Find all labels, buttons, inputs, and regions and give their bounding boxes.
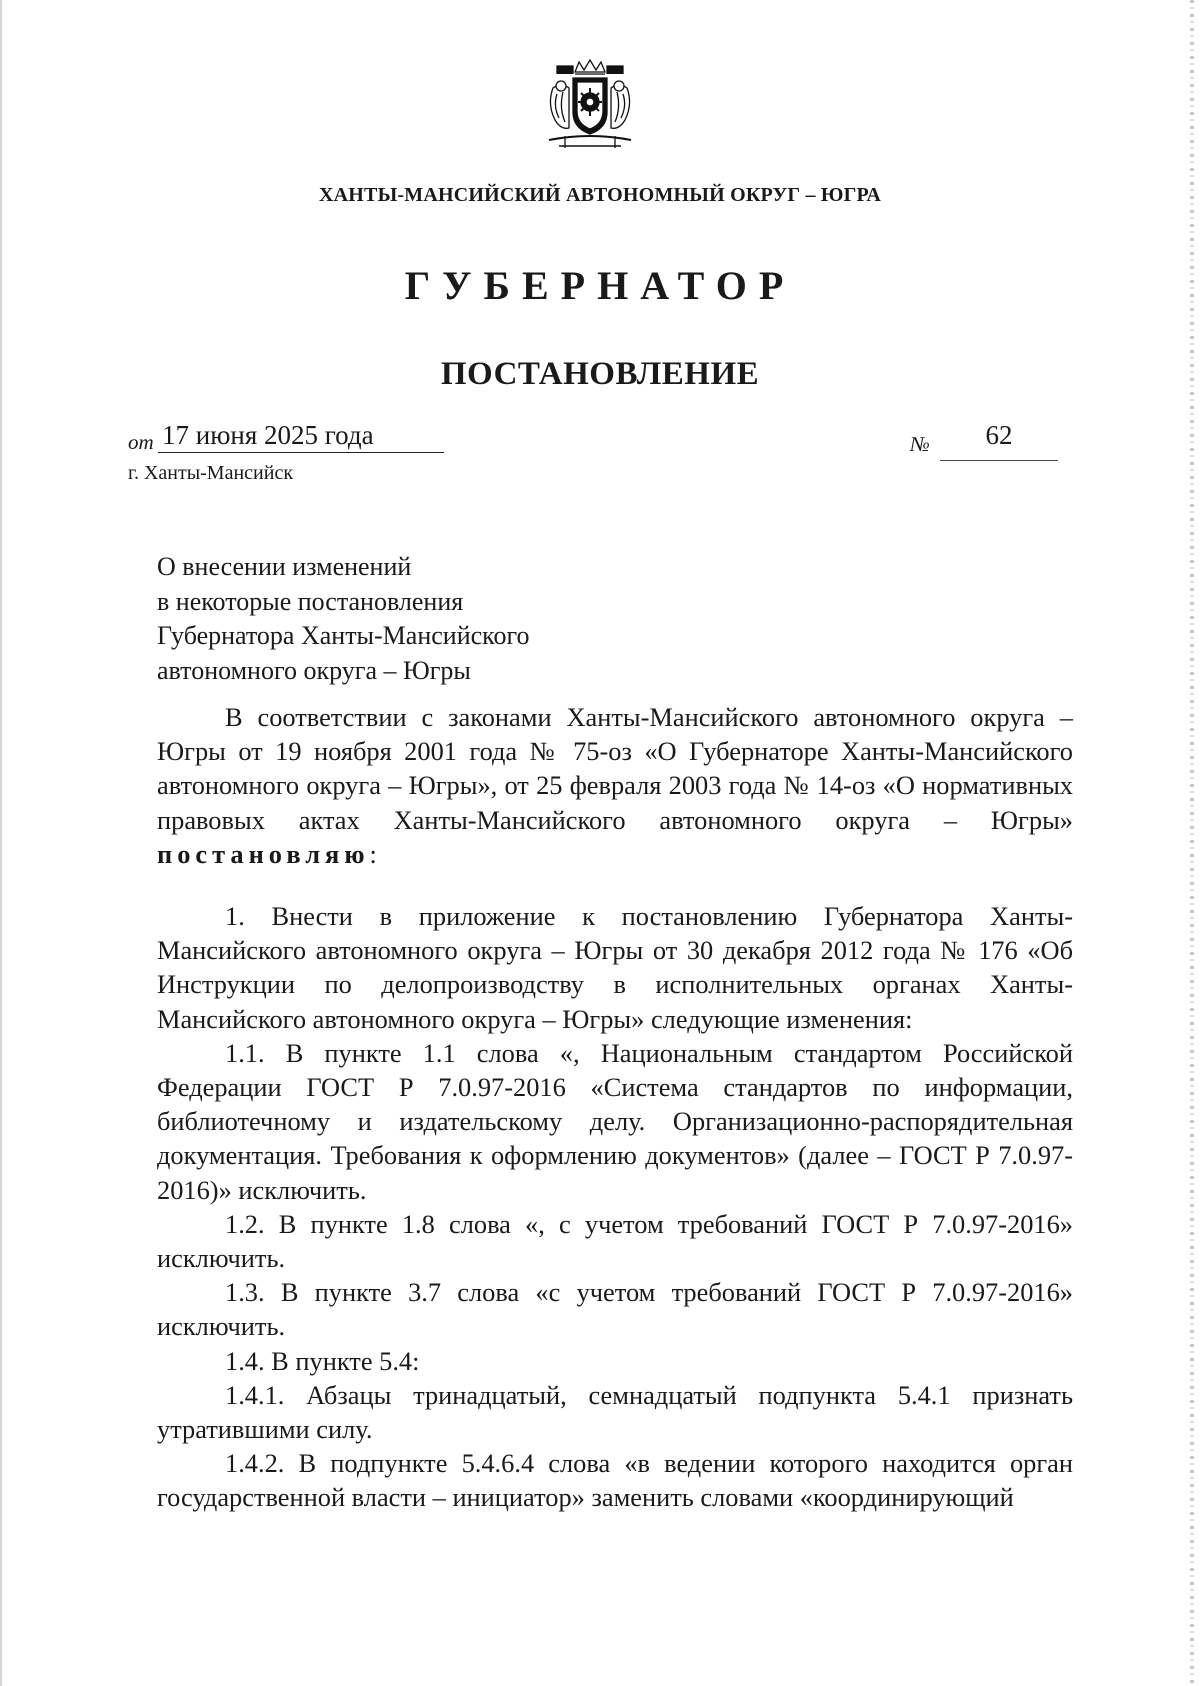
item-paragraph: 1.3. В пункте 3.7 слова «с учетом требований ГОСТ Р 7.0.97-2016» исключить.: [157, 1277, 1073, 1342]
item-paragraph: 1.1. В пункте 1.1 слова «, Национальным стандартом Российской Федерации ГОСТ Р 7.0.97-2016 «Система стандартов по информации, библиотечному и издательскому делу. Организационно-распорядительная документация. Требования к оформлению документов» (далее – ГОСТ Р 7.0.97-2016)» исключить.: [157, 1037, 1073, 1205]
date-label: от: [128, 430, 154, 454]
number-label: №: [910, 432, 930, 456]
subject-line: Губернатора Ханты-Мансийского: [157, 621, 530, 650]
city-line: г. Ханты-Мансийск: [128, 462, 294, 484]
item-paragraph: 1.2. В пункте 1.8 слова «, с учетом требований ГОСТ Р 7.0.97-2016» исключить.: [157, 1208, 1073, 1274]
coat-of-arms-emblem: [535, 58, 645, 158]
authority-title: ГУБЕРНАТОР: [404, 263, 796, 308]
document-number: 62: [940, 418, 1058, 461]
preamble-text: В соответствии с законами Ханты-Мансийского автономного округа – Югры от 19 ноября 2001 года № 75-оз «О Губернаторе Ханты-Мансийского автономного округа – Югры», от 25 февраля 2003 года № 14-оз «О нормативных правовых актах Ханты-Мансийского автономного округа – Югры»: [157, 702, 1073, 835]
item-paragraph: 1.4. В пункте 5.4:: [225, 1345, 420, 1376]
region-title: ХАНТЫ-МАНСИЙСКИЙ АВТОНОМНЫЙ ОКРУГ – ЮГРА: [319, 184, 881, 206]
preamble-paragraph: [157, 700, 1073, 871]
subject-line: в некоторые постановления: [157, 586, 464, 616]
subject-line: автономного округа – Югры: [157, 655, 471, 685]
subject-line: О внесении изменений: [157, 552, 412, 581]
decree-colon: :: [369, 838, 377, 869]
document-body: [157, 700, 1073, 1515]
document-subject: [157, 550, 530, 688]
item-paragraph: 1. Внести в приложение к постановлению Губернатора Ханты-Мансийского автономного округа – Югры от 30 декабря 2012 года № 176 «Об Инструкции по делопроизводству в исполнительных органах Ханты-Мансийского автономного округа – Югры» следующие изменения:: [157, 901, 1073, 1034]
decree-word: постановляю: [157, 838, 370, 869]
scan-binding-edge: [1190, 0, 1194, 1686]
document-type: ПОСТАНОВЛЕНИЕ: [440, 356, 760, 392]
document-date: 17 июня 2025 года: [158, 418, 444, 453]
item-paragraph: 1.4.1. Абзацы тринадцатый, семнадцатый подпункта 5.4.1 признать утратившими силу.: [157, 1379, 1073, 1445]
scan-left-edge: [0, 0, 2, 1686]
item-paragraph: 1.4.2. В подпункте 5.4.6.4 слова «в ведении которого находится орган государственной власти – инициатор» заменить словами «координирующий: [157, 1448, 1073, 1513]
